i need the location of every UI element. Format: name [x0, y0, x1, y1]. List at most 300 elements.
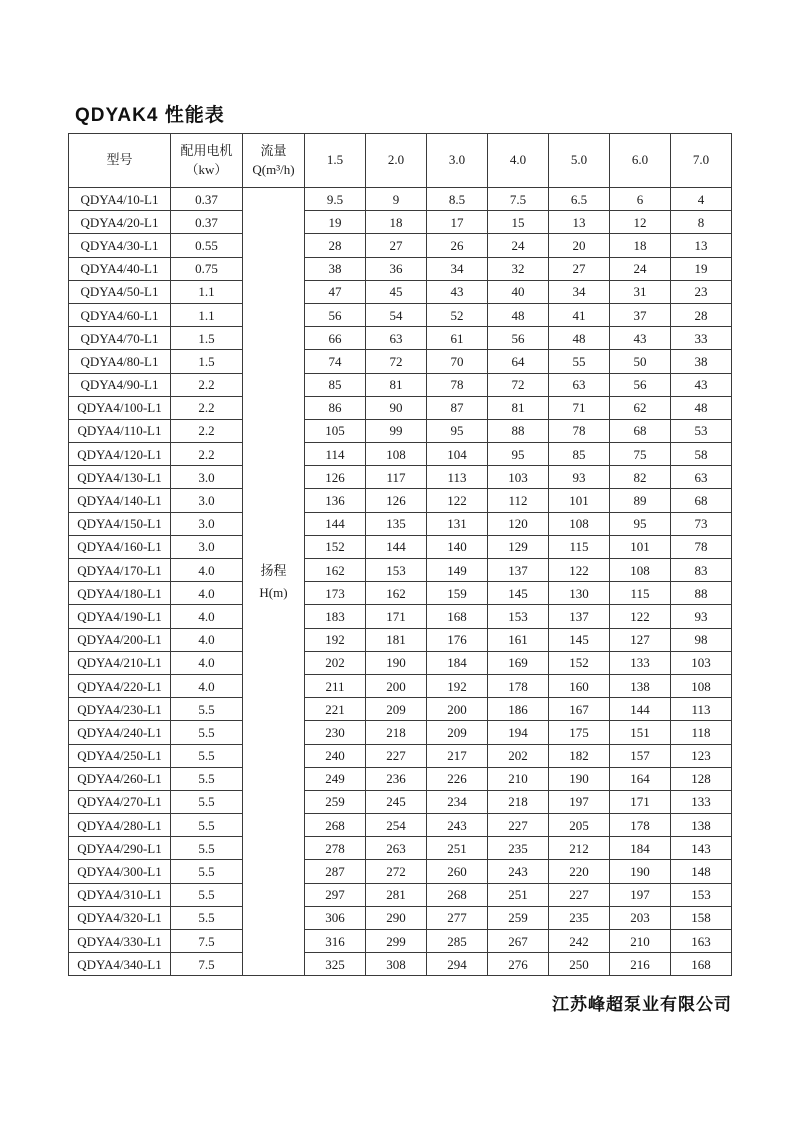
head-value-cell: 308	[366, 953, 427, 976]
col-header-flow-value: 4.0	[488, 134, 549, 188]
head-value-cell: 85	[305, 373, 366, 396]
head-value-cell: 87	[427, 396, 488, 419]
motor-kw-cell: 5.5	[171, 883, 243, 906]
model-cell: QDYA4/130-L1	[69, 466, 171, 489]
motor-kw-cell: 1.5	[171, 327, 243, 350]
head-value-cell: 186	[488, 698, 549, 721]
model-cell: QDYA4/340-L1	[69, 953, 171, 976]
motor-kw-cell: 1.5	[171, 350, 243, 373]
table-row	[69, 582, 732, 605]
head-value-cell: 108	[366, 443, 427, 466]
head-value-cell: 8.5	[427, 188, 488, 211]
table-row	[69, 674, 732, 697]
head-value-cell: 243	[427, 814, 488, 837]
head-value-cell: 152	[549, 651, 610, 674]
table-row	[69, 188, 732, 211]
head-value-cell: 48	[549, 327, 610, 350]
table-row	[69, 837, 732, 860]
head-value-cell: 137	[549, 605, 610, 628]
head-value-cell: 95	[427, 419, 488, 442]
head-value-cell: 126	[366, 489, 427, 512]
col-header-flow	[243, 134, 305, 188]
head-value-cell: 227	[488, 814, 549, 837]
motor-kw-cell: 0.37	[171, 211, 243, 234]
head-value-cell: 251	[488, 883, 549, 906]
head-value-cell: 63	[366, 327, 427, 350]
motor-kw-cell: 4.0	[171, 582, 243, 605]
head-value-cell: 72	[488, 373, 549, 396]
motor-kw-cell: 2.2	[171, 419, 243, 442]
table-header	[69, 134, 732, 188]
head-value-cell: 161	[488, 628, 549, 651]
head-value-cell: 122	[610, 605, 671, 628]
head-value-cell: 17	[427, 211, 488, 234]
motor-kw-cell: 2.2	[171, 373, 243, 396]
table-row	[69, 535, 732, 558]
motor-kw-cell: 5.5	[171, 814, 243, 837]
head-value-cell: 235	[549, 906, 610, 929]
head-value-cell: 263	[366, 837, 427, 860]
head-value-cell: 217	[427, 744, 488, 767]
head-value-cell: 216	[610, 953, 671, 976]
head-value-cell: 32	[488, 257, 549, 280]
head-value-cell: 190	[366, 651, 427, 674]
model-cell: QDYA4/330-L1	[69, 930, 171, 953]
head-value-cell: 136	[305, 489, 366, 512]
model-cell: QDYA4/190-L1	[69, 605, 171, 628]
head-value-cell: 250	[549, 953, 610, 976]
head-value-cell: 190	[549, 767, 610, 790]
model-cell: QDYA4/80-L1	[69, 350, 171, 373]
company-name: 江苏峰超泵业有限公司	[552, 995, 732, 1014]
head-value-cell: 15	[488, 211, 549, 234]
head-value-cell: 137	[488, 559, 549, 582]
head-value-cell: 268	[305, 814, 366, 837]
head-value-cell: 183	[305, 605, 366, 628]
table-row	[69, 257, 732, 280]
head-value-cell: 144	[610, 698, 671, 721]
head-value-cell: 75	[610, 443, 671, 466]
head-value-cell: 83	[671, 559, 732, 582]
head-value-cell: 297	[305, 883, 366, 906]
model-cell: QDYA4/230-L1	[69, 698, 171, 721]
head-value-cell: 218	[366, 721, 427, 744]
head-value-cell: 89	[610, 489, 671, 512]
head-value-cell: 245	[366, 790, 427, 813]
head-value-cell: 101	[610, 535, 671, 558]
table-row	[69, 234, 732, 257]
head-value-cell: 4	[671, 188, 732, 211]
table-row	[69, 883, 732, 906]
head-value-cell: 61	[427, 327, 488, 350]
model-cell: QDYA4/60-L1	[69, 303, 171, 326]
head-value-cell: 251	[427, 837, 488, 860]
motor-kw-cell: 0.75	[171, 257, 243, 280]
head-value-cell: 129	[488, 535, 549, 558]
head-value-cell: 62	[610, 396, 671, 419]
head-value-cell: 6	[610, 188, 671, 211]
head-value-cell: 37	[610, 303, 671, 326]
head-value-cell: 316	[305, 930, 366, 953]
head-value-cell: 78	[671, 535, 732, 558]
head-value-cell: 306	[305, 906, 366, 929]
table-row	[69, 303, 732, 326]
head-value-cell: 34	[549, 280, 610, 303]
head-value-cell: 33	[671, 327, 732, 350]
col-header-motor-line2: （kw）	[185, 161, 228, 177]
head-value-cell: 240	[305, 744, 366, 767]
motor-kw-cell: 4.0	[171, 559, 243, 582]
head-value-cell: 108	[549, 512, 610, 535]
head-value-cell: 277	[427, 906, 488, 929]
head-value-cell: 73	[671, 512, 732, 535]
head-value-cell: 171	[366, 605, 427, 628]
head-value-cell: 40	[488, 280, 549, 303]
col-header-flow-value: 3.0	[427, 134, 488, 188]
head-value-cell: 99	[366, 419, 427, 442]
head-value-cell: 71	[549, 396, 610, 419]
head-value-cell: 287	[305, 860, 366, 883]
head-value-cell: 90	[366, 396, 427, 419]
table-row	[69, 790, 732, 813]
head-value-cell: 95	[488, 443, 549, 466]
head-value-cell: 200	[366, 674, 427, 697]
head-value-cell: 169	[488, 651, 549, 674]
head-value-cell: 268	[427, 883, 488, 906]
head-value-cell: 203	[610, 906, 671, 929]
head-value-cell: 120	[488, 512, 549, 535]
table-row	[69, 373, 732, 396]
head-value-cell: 243	[488, 860, 549, 883]
head-value-cell: 192	[305, 628, 366, 651]
model-cell: QDYA4/320-L1	[69, 906, 171, 929]
head-value-cell: 28	[305, 234, 366, 257]
head-label-cell	[243, 188, 305, 976]
head-value-cell: 7.5	[488, 188, 549, 211]
head-value-cell: 93	[671, 605, 732, 628]
head-value-cell: 43	[671, 373, 732, 396]
motor-kw-cell: 5.5	[171, 906, 243, 929]
model-cell: QDYA4/290-L1	[69, 837, 171, 860]
head-value-cell: 93	[549, 466, 610, 489]
head-value-cell: 194	[488, 721, 549, 744]
table-row	[69, 280, 732, 303]
head-value-cell: 85	[549, 443, 610, 466]
head-value-cell: 50	[610, 350, 671, 373]
head-value-cell: 82	[610, 466, 671, 489]
head-value-cell: 56	[305, 303, 366, 326]
head-value-cell: 162	[366, 582, 427, 605]
head-value-cell: 267	[488, 930, 549, 953]
head-value-cell: 19	[671, 257, 732, 280]
head-value-cell: 171	[610, 790, 671, 813]
motor-kw-cell: 3.0	[171, 512, 243, 535]
head-value-cell: 127	[610, 628, 671, 651]
head-value-cell: 184	[427, 651, 488, 674]
head-value-cell: 56	[488, 327, 549, 350]
head-value-cell: 6.5	[549, 188, 610, 211]
head-value-cell: 151	[610, 721, 671, 744]
head-value-cell: 168	[427, 605, 488, 628]
head-value-cell: 81	[366, 373, 427, 396]
head-value-cell: 105	[305, 419, 366, 442]
head-value-cell: 249	[305, 767, 366, 790]
head-value-cell: 181	[366, 628, 427, 651]
head-value-cell: 202	[305, 651, 366, 674]
motor-kw-cell: 3.0	[171, 466, 243, 489]
motor-kw-cell: 4.0	[171, 605, 243, 628]
motor-kw-cell: 2.2	[171, 396, 243, 419]
model-cell: QDYA4/30-L1	[69, 234, 171, 257]
head-value-cell: 182	[549, 744, 610, 767]
head-value-cell: 27	[549, 257, 610, 280]
model-cell: QDYA4/300-L1	[69, 860, 171, 883]
head-value-cell: 115	[549, 535, 610, 558]
head-value-cell: 133	[671, 790, 732, 813]
head-value-cell: 9.5	[305, 188, 366, 211]
page-title: QDYAK4 性能表	[75, 105, 225, 126]
head-value-cell: 145	[488, 582, 549, 605]
motor-kw-cell: 7.5	[171, 930, 243, 953]
head-value-cell: 88	[488, 419, 549, 442]
head-value-cell: 122	[549, 559, 610, 582]
head-value-cell: 276	[488, 953, 549, 976]
model-cell: QDYA4/150-L1	[69, 512, 171, 535]
model-cell: QDYA4/110-L1	[69, 419, 171, 442]
head-value-cell: 55	[549, 350, 610, 373]
head-value-cell: 138	[671, 814, 732, 837]
head-value-cell: 242	[549, 930, 610, 953]
head-value-cell: 131	[427, 512, 488, 535]
motor-kw-cell: 5.5	[171, 744, 243, 767]
head-value-cell: 74	[305, 350, 366, 373]
head-value-cell: 197	[549, 790, 610, 813]
head-value-cell: 209	[427, 721, 488, 744]
motor-kw-cell: 0.55	[171, 234, 243, 257]
head-value-cell: 260	[427, 860, 488, 883]
model-cell: QDYA4/100-L1	[69, 396, 171, 419]
head-value-cell: 153	[671, 883, 732, 906]
head-value-cell: 117	[366, 466, 427, 489]
model-cell: QDYA4/10-L1	[69, 188, 171, 211]
head-value-cell: 13	[549, 211, 610, 234]
head-value-cell: 178	[488, 674, 549, 697]
table-row	[69, 211, 732, 234]
head-value-cell: 28	[671, 303, 732, 326]
head-value-cell: 197	[610, 883, 671, 906]
head-value-cell: 103	[671, 651, 732, 674]
head-value-cell: 236	[366, 767, 427, 790]
head-value-cell: 200	[427, 698, 488, 721]
head-value-cell: 133	[610, 651, 671, 674]
head-value-cell: 108	[671, 674, 732, 697]
head-value-cell: 157	[610, 744, 671, 767]
head-value-cell: 168	[671, 953, 732, 976]
table-row	[69, 651, 732, 674]
head-value-cell: 235	[488, 837, 549, 860]
head-value-cell: 112	[488, 489, 549, 512]
head-value-cell: 285	[427, 930, 488, 953]
head-value-cell: 164	[610, 767, 671, 790]
head-value-cell: 230	[305, 721, 366, 744]
table-row	[69, 327, 732, 350]
model-cell: QDYA4/160-L1	[69, 535, 171, 558]
model-cell: QDYA4/120-L1	[69, 443, 171, 466]
head-value-cell: 126	[305, 466, 366, 489]
head-value-cell: 122	[427, 489, 488, 512]
model-cell: QDYA4/40-L1	[69, 257, 171, 280]
head-value-cell: 66	[305, 327, 366, 350]
head-value-cell: 78	[549, 419, 610, 442]
col-header-flow-value: 6.0	[610, 134, 671, 188]
table-row	[69, 744, 732, 767]
table-row	[69, 489, 732, 512]
head-value-cell: 24	[488, 234, 549, 257]
head-value-cell: 299	[366, 930, 427, 953]
head-value-cell: 34	[427, 257, 488, 280]
head-value-cell: 221	[305, 698, 366, 721]
table-row	[69, 350, 732, 373]
head-value-cell: 184	[610, 837, 671, 860]
head-value-cell: 159	[427, 582, 488, 605]
table-row	[69, 860, 732, 883]
head-value-cell: 43	[427, 280, 488, 303]
head-value-cell: 114	[305, 443, 366, 466]
head-value-cell: 63	[671, 466, 732, 489]
model-cell: QDYA4/140-L1	[69, 489, 171, 512]
motor-kw-cell: 3.0	[171, 489, 243, 512]
head-value-cell: 173	[305, 582, 366, 605]
head-value-cell: 48	[671, 396, 732, 419]
head-value-cell: 113	[671, 698, 732, 721]
head-value-cell: 54	[366, 303, 427, 326]
head-value-cell: 115	[610, 582, 671, 605]
head-value-cell: 281	[366, 883, 427, 906]
head-value-cell: 78	[427, 373, 488, 396]
head-value-cell: 144	[366, 535, 427, 558]
head-value-cell: 227	[366, 744, 427, 767]
head-value-cell: 138	[610, 674, 671, 697]
head-value-cell: 209	[366, 698, 427, 721]
model-cell: QDYA4/20-L1	[69, 211, 171, 234]
head-value-cell: 211	[305, 674, 366, 697]
head-value-cell: 41	[549, 303, 610, 326]
motor-kw-cell: 5.5	[171, 790, 243, 813]
model-cell: QDYA4/280-L1	[69, 814, 171, 837]
head-value-cell: 227	[549, 883, 610, 906]
head-value-cell: 104	[427, 443, 488, 466]
head-value-cell: 56	[610, 373, 671, 396]
head-value-cell: 163	[671, 930, 732, 953]
head-value-cell: 88	[671, 582, 732, 605]
col-header-motor	[171, 134, 243, 188]
head-value-cell: 278	[305, 837, 366, 860]
head-value-cell: 167	[549, 698, 610, 721]
head-value-cell: 68	[671, 489, 732, 512]
head-value-cell: 48	[488, 303, 549, 326]
head-value-cell: 149	[427, 559, 488, 582]
table-row	[69, 721, 732, 744]
head-value-cell: 36	[366, 257, 427, 280]
head-value-cell: 43	[610, 327, 671, 350]
head-value-cell: 24	[610, 257, 671, 280]
head-value-cell: 64	[488, 350, 549, 373]
head-value-cell: 98	[671, 628, 732, 651]
head-value-cell: 86	[305, 396, 366, 419]
motor-kw-cell: 5.5	[171, 698, 243, 721]
model-cell: QDYA4/210-L1	[69, 651, 171, 674]
performance-table	[68, 133, 732, 976]
head-value-cell: 13	[671, 234, 732, 257]
motor-kw-cell: 5.5	[171, 767, 243, 790]
head-value-cell: 38	[671, 350, 732, 373]
head-value-cell: 220	[549, 860, 610, 883]
model-cell: QDYA4/250-L1	[69, 744, 171, 767]
col-header-flow-value: 7.0	[671, 134, 732, 188]
head-value-cell: 259	[488, 906, 549, 929]
col-header-flow-line1: 流量	[260, 142, 287, 158]
motor-kw-cell: 3.0	[171, 535, 243, 558]
table-row	[69, 814, 732, 837]
head-value-cell: 259	[305, 790, 366, 813]
head-value-cell: 254	[366, 814, 427, 837]
head-value-cell: 290	[366, 906, 427, 929]
head-value-cell: 212	[549, 837, 610, 860]
table-row	[69, 605, 732, 628]
head-value-cell: 58	[671, 443, 732, 466]
table-row	[69, 930, 732, 953]
col-header-flow-value: 2.0	[366, 134, 427, 188]
head-value-cell: 272	[366, 860, 427, 883]
head-value-cell: 226	[427, 767, 488, 790]
head-value-cell: 160	[549, 674, 610, 697]
head-value-cell: 9	[366, 188, 427, 211]
model-cell: QDYA4/220-L1	[69, 674, 171, 697]
head-value-cell: 18	[366, 211, 427, 234]
table-body	[69, 188, 732, 976]
head-label-line1: 扬程	[260, 562, 287, 578]
head-value-cell: 190	[610, 860, 671, 883]
motor-kw-cell: 0.37	[171, 188, 243, 211]
motor-kw-cell: 5.5	[171, 860, 243, 883]
table-row	[69, 419, 732, 442]
col-header-model: 型号	[69, 134, 171, 188]
head-value-cell: 31	[610, 280, 671, 303]
table-row	[69, 906, 732, 929]
head-value-cell: 8	[671, 211, 732, 234]
head-value-cell: 143	[671, 837, 732, 860]
head-value-cell: 101	[549, 489, 610, 512]
header-row	[69, 134, 732, 188]
head-value-cell: 130	[549, 582, 610, 605]
model-cell: QDYA4/310-L1	[69, 883, 171, 906]
motor-kw-cell: 4.0	[171, 628, 243, 651]
head-value-cell: 176	[427, 628, 488, 651]
head-value-cell: 27	[366, 234, 427, 257]
head-value-cell: 26	[427, 234, 488, 257]
table-row	[69, 396, 732, 419]
head-value-cell: 95	[610, 512, 671, 535]
head-value-cell: 103	[488, 466, 549, 489]
head-value-cell: 72	[366, 350, 427, 373]
head-value-cell: 218	[488, 790, 549, 813]
head-value-cell: 63	[549, 373, 610, 396]
model-cell: QDYA4/240-L1	[69, 721, 171, 744]
head-value-cell: 18	[610, 234, 671, 257]
head-value-cell: 38	[305, 257, 366, 280]
head-value-cell: 153	[366, 559, 427, 582]
table-row	[69, 628, 732, 651]
